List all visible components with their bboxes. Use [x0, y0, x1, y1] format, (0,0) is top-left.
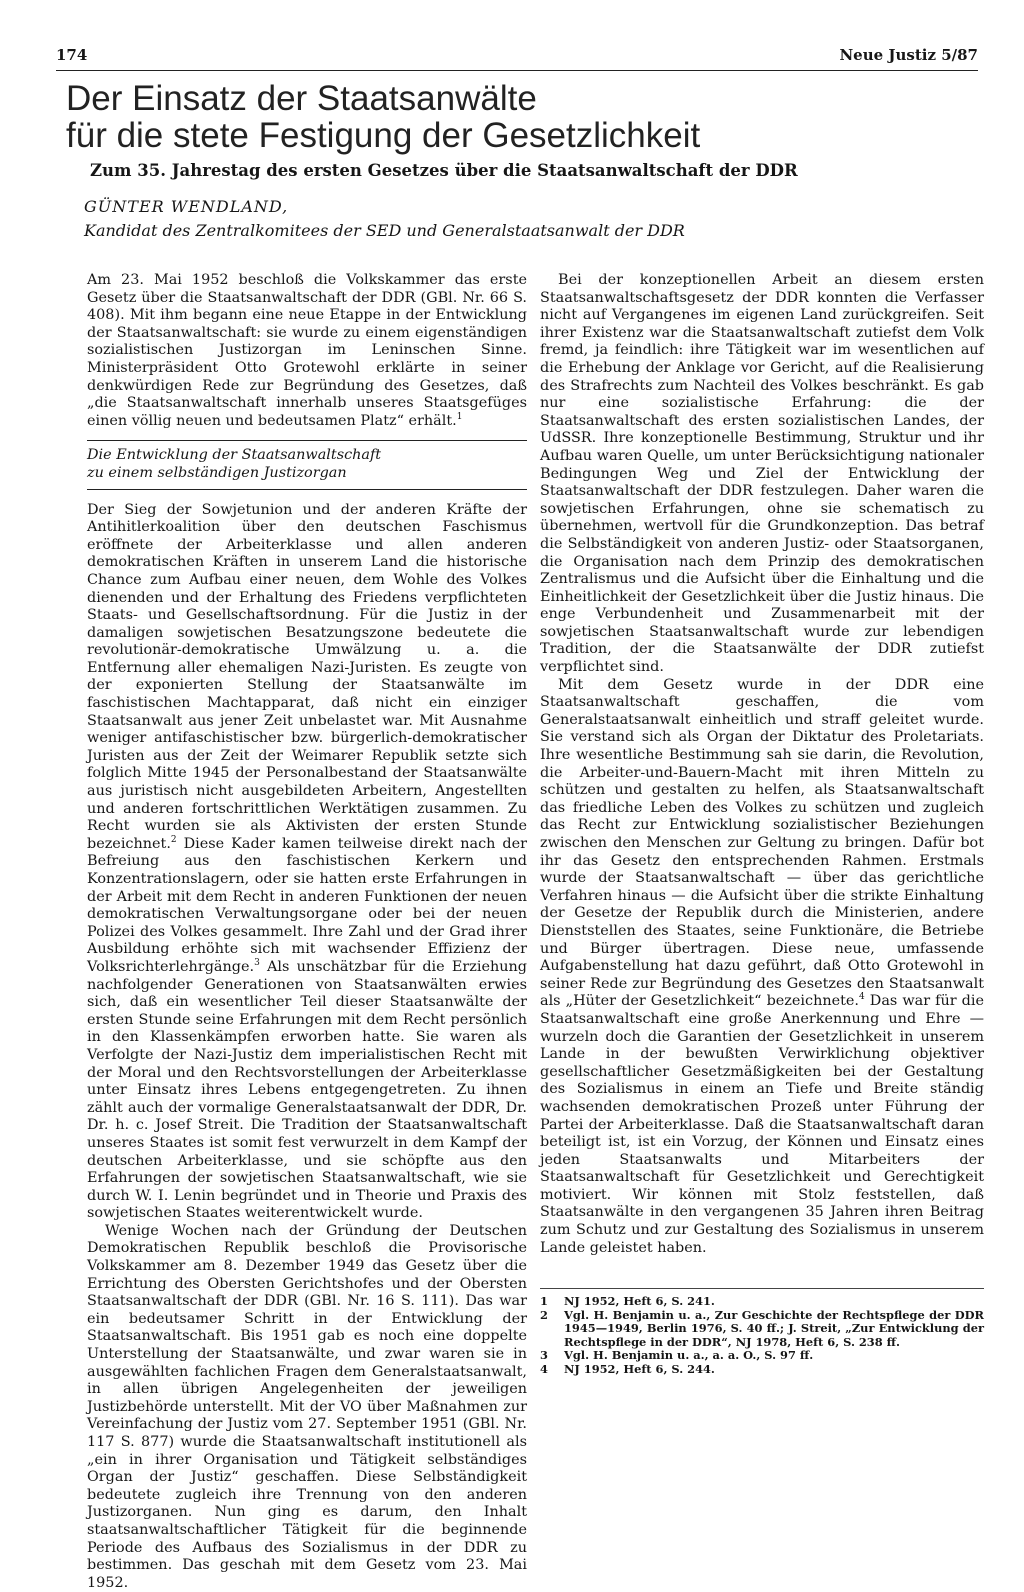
- footnotes: [540, 1288, 984, 1377]
- footnote-ref-3: 3: [254, 958, 260, 969]
- title-line-1: Der Einsatz der Staatsanwälte: [66, 79, 537, 118]
- article-title: [66, 80, 966, 154]
- paragraph-law: Mit dem Gesetz wurde in der DDR eine Staatsanwaltschaft geschaffen, die vom Generalstaatsanwalt einheitlich und straff geleitet wurde. Sie verstand sich als Organ der Diktatur des Proletariats. Ihre wesentliche Bestimmung sah sie darin, die Revolution, die Arbeiter-und-Bauern-Macht mit ihren Mitteln zu schützen und gestalten zu helfen, als Staatsanwaltschaft das friedliche Leben des Volkes zu schützen und zugleich das Recht zur Entwicklung sozialistischer Beziehungen zwischen den Menschen zur Geltung zu bringen. Dafür bot ihr das Gesetz den entsprechenden Rahmen. Erstmals wurde der Staatsanwaltschaft — über das gerichtliche Verfahren hinaus — die Aufsicht über die strikte Einhaltung der Gesetze der Republik durch die Ministerien, andere Dienststellen des Staates, seine Funktionäre, die Betriebe und Bürger übertragen. Diese neue, umfassende Aufgabenstellung hat dazu geführt, daß Otto Grotewohl in seiner Rede zur Begründung des Gesetzes den Staatsanwalt als „Hüter der Gesetzlichkeit“ bezeichnete.$^4$ Das war für die Staatsanwaltschaft eine große Anerkennung und Ehre — wurzeln doch die Garantien der Gesetzlichkeit in unserem Lande in der bewußten Verwirklichung objektiver gesellschaftlicher Gesetzmäßigkeiten bei der Gestaltung des Sozialismus in einem an Tiefe und Breite ständig wachsenden demokratischen Prozeß unter Führung der Partei der Arbeiterklasse. Daß die Staatsanwaltschaft daran beteiligt ist, ist ein Vorzug, der Können und Einsatz eines jeden Staatsanwalts und Mitarbeiters der Staatsanwaltschaft für Gesetzlichkeit und Gerechtigkeit motiviert. Wir können mit Stolz feststellen, daß Staatsanwälte in den vergangenen 35 Jahren ihren Beitrag zum Schutz und zur Gestaltung des Sozialismus in unserem Lande geleistet haben.: [540, 676, 984, 1256]
- article-subtitle: Zum 35. Jahrestag des ersten Gesetzes über die Staatsanwaltschaft der DDR: [90, 161, 798, 180]
- footnote-ref-2: 2: [170, 835, 177, 846]
- page-number: 174: [56, 46, 88, 64]
- section-heading-line-1: Die Entwicklung der Staatsanwaltschaft: [87, 447, 382, 464]
- paragraph-founding: Wenige Wochen nach der Gründung der Deutschen Demokratischen Republik beschloß die Provisorische Volkskammer am 8. Dezember 1949 das Gesetz über die Errichtung des Obersten Gerichtshofes und der Obersten Staatsanwaltschaft der DDR (GBl. Nr. 16 S. 111). Das war ein bedeutsamer Schritt in der Entwicklung der Staatsanwaltschaft. Bis 1951 gab es noch eine doppelte Unterstellung der Staatsanwälte, und zwar waren sie in ausgewählten fachlichen Fragen dem Generalstaatsanwalt, in allen übrigen Angelegenheiten der jeweiligen Justizbehörde unterstellt. Mit der VO über Maßnahmen zur Vereinfachung der Justiz vom 27. September 1951 (GBl. Nr. 117 S. 877) wurde die Staatsanwaltschaft institutionell als „ein in ihrer Organisation und Tätigkeit selbständiges Organ der Justiz“ geschaffen. Diese Selbständigkeit bedeutete zugleich ihre Trennung von den anderen Justizorganen. Nun ging es darum, den Inhalt staatsanwaltschaftlicher Tätigkeit für die beginnende Periode des Aufbaus des Sozialismus in der DDR zu bestimmen. Das geschah mit dem Gesetz vom 23. Mai 1952.: [87, 1222, 527, 1591]
- footnote-ref-4: 4: [859, 992, 865, 1003]
- author-name: GÜNTER WENDLAND,: [84, 197, 289, 216]
- paragraph-intro: Am 23. Mai 1952 beschloß die Volkskammer das erste Gesetz über die Staatsanwaltschaft der DDR (GBl. Nr. 66 S. 408). Mit ihm begann eine neue Etappe in der Entwicklung der Staatsanwaltschaft: sie wurde zu einem eigenständigen sozialistischen Justizorgan im Leninschen Sinne. Ministerpräsident Otto Grotewohl erklärte in seiner denkwürdigen Rede zur Begründung des Gesetzes, daß „die Staatsanwaltschaft innerhalb unseres Staatsgefüges einen völlig neuen und bedeutsamen Platz“ erhält.$^1$: [87, 272, 527, 429]
- text-column-right: [540, 272, 984, 1257]
- author-affiliation: Kandidat des Zentralkomitees der SED und Generalstaatsanwalt der DDR: [84, 221, 685, 240]
- section-heading: [87, 440, 527, 489]
- footnote-ref-1: 1: [456, 411, 463, 422]
- paragraph-history: Der Sieg der Sowjetunion und der anderen Kräfte der Antihitlerkoalition über den deutschen Faschismus eröffnete der Arbeiterklasse und allen anderen demokratischen Kräften in unserem Land die historische Chance zum Aufbau einer neuen, dem Wohle des Volkes dienenden und der Erhaltung des Friedens verpflichteten Staats- und Gesellschaftsordnung. Für die Justiz in der damaligen sowjetischen Besatzungszone bedeutete die revolutionär-demokratische Umwälzung u. a. die Entfernung aller ehemaligen Nazi-Juristen. Es zeugte von der exponierten Stellung der Staatsanwälte im faschistischen Machtapparat, daß nicht ein einziger Staatsanwalt aus jener Zeit unbelastet war. Mit Ausnahme weniger antifaschistischer bzw. bürgerlich-demokratischer Juristen aus der Zeit der Weimarer Republik setzte sich folglich Mitte 1945 der Personalbestand der Staatsanwälte aus juristisch nicht ausgebildeten Arbeitern, Angestellten und anderen fortschrittlichen Werktätigen zusammen. Zu Recht wurden sie als Aktivisten der ersten Stunde bezeichnet.$^2$ Diese Kader kamen teilweise direkt nach der Befreiung aus den faschistischen Kerkern und Konzentrationslagern, oder sie hatten erste Erfahrungen in der Arbeit mit dem Recht in anderen Funktionen der neuen demokratischen Verwaltungsorgane oder bei der neuen Polizei des Volkes gesammelt. Ihre Zahl und der Grad ihrer Ausbildung erhöhte sich mit wachsender Effizienz der Volksrichterlehrgänge.$^3$ Als unschätzbar für die Erziehung nachfolgender Generationen von Staatsanwälten erwies sich, daß ein wesentlicher Teil dieser Staatsanwälte der ersten Stunde seine Erfahrungen mit dem Recht persönlich in den Klassenkämpfen erworben hatte. Sie waren als Verfolgte der Nazi-Justiz dem imperialistischen Recht mit der Moral und den Rechtsvorstellungen der Arbeiterklasse unter Einsatz ihres Lebens entgegengetreten. Zu ihnen zählt auch der vormalige Generalstaatsanwalt der DDR, Dr. Dr. h. c. Josef Streit. Die Tradition der Staatsanwaltschaft unseres Staates ist somit fest verwurzelt in dem Kampf der deutschen Arbeiterklasse, und sie schöpfte aus den Erfahrungen der sowjetischen Staatsanwaltschaft, wie sie durch W. I. Lenin begründet und in Theorie und Praxis des sowjetischen Staates weiterentwickelt wurde.: [87, 501, 527, 1222]
- title-line-2: für die stete Festigung der Gesetzlichkeit: [66, 116, 701, 155]
- footnote-3: 3 Vgl. H. Benjamin u. a., a. a. O., S. 97 ff.: [540, 1348, 814, 1363]
- page-header: [56, 46, 978, 71]
- paragraph-conception: Bei der konzeptionellen Arbeit an diesem ersten Staatsanwaltschaftsgesetz der DDR konnten die Verfasser nicht auf Vergangenes im eigenen Land zurückgreifen. Seit ihrer Existenz war die Staatsanwaltschaft zutiefst dem Volk fremd, ja feindlich: ihre Tätigkeit war im wesentlichen auf die Erhebung der Anklage vor Gericht, auf die Realisierung des Strafrechts zum Nachteil des Volkes beschränkt. Es gab nur eine sozialistische Erfahrung: die der Staatsanwaltschaft des ersten sozialistischen Landes, der UdSSR. Ihre konzeptionelle Bestimmung, Struktur und ihr Aufbau waren Quelle, um unter Berücksichtigung nationaler Bedingungen Weg und Ziel der Entwicklung der Staatsanwaltschaft der DDR festzulegen. Daher waren die sowjetischen Erfahrungen, ohne sie schematisch zu übernehmen, wertvoll für die Grundkonzeption. Das betraf die Selbständigkeit von anderen Justiz- oder Staatsorganen, die Organisation nach dem Prinzip des demokratischen Zentralismus und die Aufsicht über die Einhaltung und die Einheitlichkeit der Gesetzlichkeit über die Justiz hinaus. Die enge Verbundenheit und Zusammenarbeit mit der sowjetischen Staatsanwaltschaft wurde zur lebendigen Tradition, der die Staatsanwälte der DDR zutiefst verpflichtet sind.: [540, 272, 984, 676]
- section-heading-line-2: zu einem selbständigen Justizorgan: [87, 464, 347, 481]
- text-column-left: [87, 272, 527, 1592]
- journal-issue: Neue Justiz 5/87: [839, 46, 978, 64]
- footnote-4: 4 NJ 1952, Heft 6, S. 244.: [540, 1361, 715, 1376]
- footnote-1: 1 NJ 1952, Heft 6, S. 241.: [540, 1294, 715, 1308]
- footnote-2: 2 Vgl. H. Benjamin u. a., Zur Geschichte der Rechtspflege der DDR 1945—1949, Berlin 1976, S. 40 ff.; J. Streit, „Zur Entwicklung der Rechtspflege in der DDR“, NJ 1978, Heft 6, S. 238 ff.: [540, 1307, 984, 1349]
